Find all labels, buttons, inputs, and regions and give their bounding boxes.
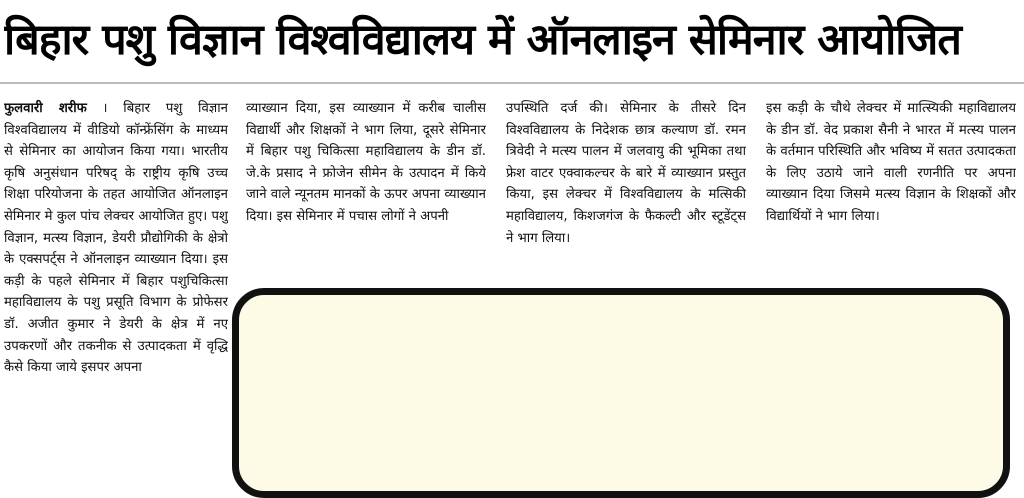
dateline: फुलवारी शरीफ bbox=[4, 101, 87, 116]
column-4-text: इस कड़ी के चौथे लेक्चर में मात्स्यिकी महाविद्यालय के डीन डॉ. वेद प्रकाश सैनी ने भारत में मत्स्य पालन के वर्तमान परिस्थिति और भविष्य में सतत उत्पादकता के लिए उठाये जाने वाली रणनीति पर अपना व्याख्यान दिया जिसमे मत्स्य विज्ञान के शिक्षकों और विद्यार्थियों ने भाग लिया। bbox=[766, 101, 1016, 224]
column-3-text: उपस्थिति दर्ज की। सेमिनार के तीसरे दिन विश्वविद्यालय के निदेशक छात्र कल्याण डॉ. रमन त्रिवेदी ने मत्स्य पालन में जलवायु की भूमिका तथा फ्रेश वाटर एक्वाकल्चर के बारे में व्याख्यान प्रस्तुत किया, इस लेक्चर में विश्वविद्यालय के मत्सिकी महाविद्यालय, किशजगंज के फैकल्टी और स्टूडेंट्स ने भाग लिया। bbox=[506, 101, 746, 246]
article-column-2 bbox=[246, 98, 486, 282]
article-column-3 bbox=[506, 98, 746, 282]
column-2-text: व्याख्यान दिया, इस व्याख्यान में करीब चालीस विद्यार्थी और शिक्षकों ने भाग लिया, दूसरे सेमिनार में बिहार पशु चिकित्सा महाविद्यालय के डीन डॉ. जे.के प्रसाद ने फ्रोजेन सीमेन के उत्पादन में किये जाने वाले न्यूनतम मानकों के ऊपर अपना व्याख्यान दिया। इस सेमिनार में पचास लोगों ने अपनी bbox=[246, 101, 486, 224]
blank-photo-frame bbox=[232, 288, 1010, 498]
headline: बिहार पशु विज्ञान विश्वविद्यालय में ऑनलाइन सेमिनार आयोजित bbox=[4, 15, 961, 65]
column-1-text: । बिहार पशु विज्ञान विश्वविद्यालय में वीडियो कॉन्फ्रेंसिंग के माध्यम से सेमिनार का आयोजन किया गया। भारतीय कृषि अनुसंधान परिषद् के राष्ट्रीय कृषि उच्च शिक्षा परियोजना के तहत आयोजित ऑनलाइन सेमिनार मे कुल पांच लेक्चर आयोजित हुए। पशु विज्ञान, मत्स्य विज्ञान, डेयरी प्रौद्योगिकी के क्षेत्रो के एक्सपर्ट्स ने ऑनलाइन व्याख्यान दिया। इस कड़ी के पहले सेमिनार में बिहार पशुचिकित्सा महाविद्यालय के पशु प्रसूति विभाग के प्रोफेसर डॉ. अजीत कुमार ने डेयरी के क्षेत्र में नए उपकरणों और तकनीक से उत्पादकता में वृद्धि कैसे किया जाये इसपर अपना bbox=[4, 101, 228, 376]
headline-divider bbox=[0, 82, 1024, 84]
article-column-4 bbox=[766, 98, 1016, 282]
article-column-1 bbox=[4, 98, 228, 486]
